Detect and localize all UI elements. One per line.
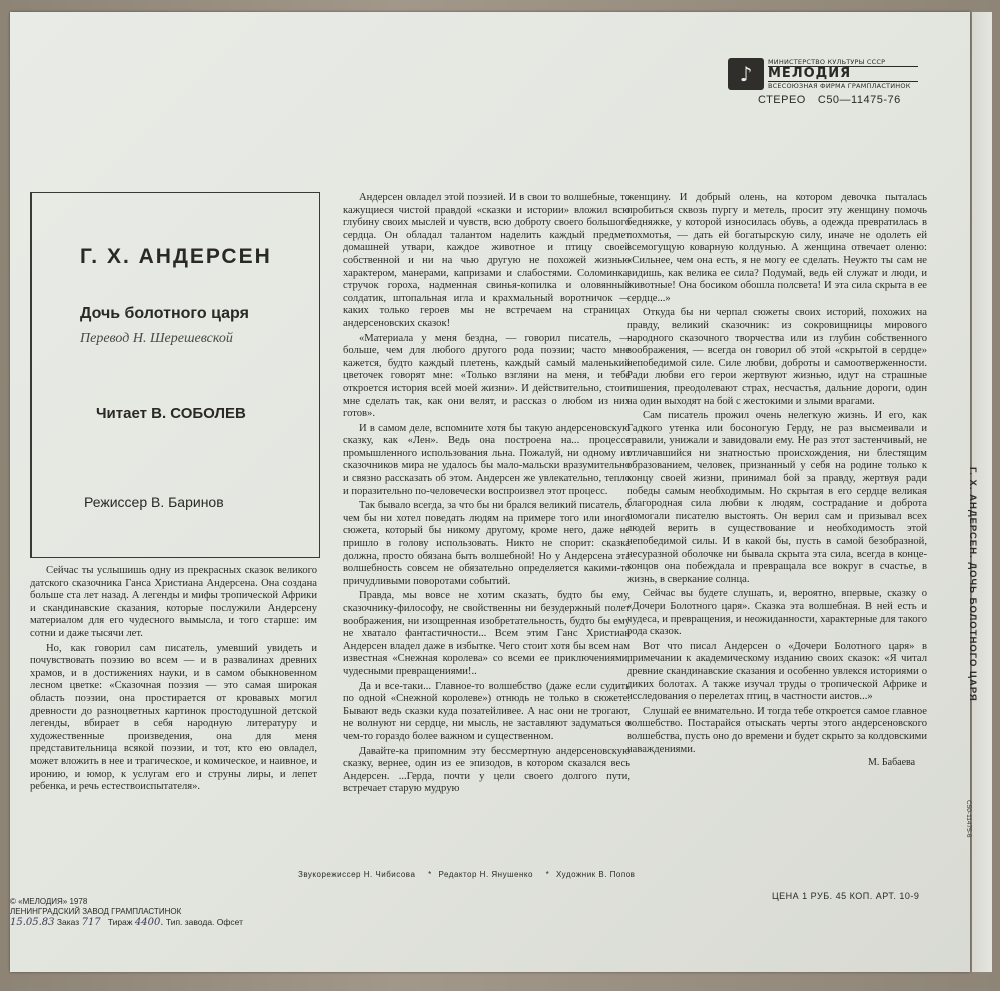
essay-paragraph: Правда, мы вовсе не хотим сказать, будто бы ему, сказочнику-философу, не свойственны ни безудержный полет воображения, ни изощренная изобретательность, будто бы ему не хватало фантастичности... Всем этим Ганс Христиан Андерсен владел даже в избытке. Чего стоит хотя бы всем нам известная «Снежная королева» со всеми ее приключениями, чудесными превращениями!.. [343,590,630,677]
work-title: Дочь болотного царя [80,305,249,322]
spine-catalog: С50-11475-6 [965,800,972,838]
essay-paragraph: «Материала у меня бездна, — говорил писатель, — больше, чем для любого другого рода поэзии; часто мне кажется, будто каждый плетень, каждый самый маленький цветочек говорят мне: «Только взгляни на меня, и тебе откроется история всей моей жизни». И действительно, стоит мне сделать так, как они велят, и рассказ о любом из них готов». [343,332,630,420]
translation-credit: Перевод Н. Шерешевской [80,331,233,346]
essay-paragraph: И в самом деле, вспомните хотя бы такую андерсеновскую сказку, как «Лен». Ведь она построена на... процессе промышленного использования льна. Пожалуй, ни одному из сказочников мира не удалось бы мало-мальски вразумительно и связно рассказать об этом. Андерсен же увлекательно, тепло и поразительно по-человечески воспроизвел этот процесс. [343,422,630,497]
print-type: Тип. завода. Офсет [165,917,243,927]
melodiya-logo [728,58,918,94]
logo-text [768,58,918,90]
credit-separator: * [428,870,432,879]
stereo-label: СТЕРЕО [758,94,806,106]
editor-credit: Редактор Н. Янушенко [438,870,533,879]
spine-title: Г. Х. АНДЕРСЕН. ДОЧЬ БОЛОТНОГО ЦАРЯ [967,467,978,702]
logo-brand: МЕЛОДИЯ [768,66,918,82]
essay-column-2 [343,192,630,798]
artist-credit: Художник В. Попов [556,870,636,879]
title-box [30,192,320,558]
director-credit: Режиссер В. Баринов [84,494,224,510]
copyright-line: © «МЕЛОДИЯ» 1978 [10,897,88,906]
essay-paragraph: Андерсен овладел этой поэзией. И в свои то волшебные, то кажущиеся чистой правдой «сказки и истории» вложил всю глубину своих мыслей и чувств, всю доброту своего большого сердца. Он обладал талантом наделить каждый предмет домашней утвари, каждое животное и птицу своей собственной и ни на чью другую не похожей жизнью характером, манерами, капризами и слабостями. Соломинка, стручок гороха, надменная свинья-копилка и оловянный солдатик, штопальная игла и крахмальный воротничок — каких только героев мы не встречаем на страницах андерсеновских сказок! [343,192,630,329]
essay-column-1 [30,565,317,796]
essay-paragraph: женщину. И добрый олень, на котором девочка пыталась пробиться сквозь пургу и метель, просит эту женщину помочь бедняжке, у которой износилась обувь, а одежда превратилась в лохмотья, — дать ей богатырскую силу, иначе не одолеть ей всемогущую коварную колдунью. А женщина отвечает оленю: «Сильнее, чем она есть, я не могу ее сделать. Неужто ты сам не видишь, как велика ее сила? Подумай, ведь ей служат и люди, и животные! Она босиком обошла полсвета! И эта сила скрыта в ее сердце...» [627,192,927,304]
sound-engineer-credit: Звукорежиссер Н. Чибисова [298,870,416,879]
catalog-line [758,94,913,106]
essay-paragraph: Слушай ее внимательно. И тогда тебе откроется самое главное волшебство. Постарайся отыскать черты этого андерсеновского волшебства, пусть оно до времени и будет скрыто за колдовскими наваждениями. [627,705,927,755]
essay-paragraph: Откуда бы ни черпал сюжеты своих историй, похожих на правду, великий сказочник: из сокровищницы мирового народного сказочного творчества или из глубин собственного воображения, — всегда он говорил об этой «скрытой в сердце» непобедимой силе. Силе любви, доброты и самоотверженности. Ради любви его герои жертвуют жизнью, идут на страшные лишения, преодолевают страх, несчастья, дальние дороги, один на один выходят на бой с жестокими и злыми врагами. [627,307,927,407]
essay-paragraph: Сейчас ты услышишь одну из прекрасных сказок великого датского сказочника Ганса Христиана Андерсена. Она создана больше ста лет назад. А легенды и мифы тропической Африки и скандинавские сказания, которые послужили Андерсену материалом для его чудесного вымысла, и того старше: им сотни и даже тысячи лет. [30,565,317,639]
run-label: Тираж [107,917,133,927]
order-label: Заказ [56,917,80,927]
essay-paragraph: Так бывало всегда, за что бы ни брался великий писатель, о чем бы ни хотел поведать людям на примере того или иного сюжета, который бы никому другому, кроме него, даже не пришло в голову использовать. Никто не спорит: сказка должна, просто обязана быть волшебной! Но у Андерсена эта волшебность совсем не обязательно определяется какими-то причудливыми поворотами событий. [343,500,630,587]
essay-paragraph: Да и все-таки... Главное-то волшебство (даже если судить по одной «Снежной королеве») отнюдь не только в сюжете. Бывают ведь сказки куда позатейливее. А нас они не трогают, не волнуют ни сердце, ни мысль, не заставляют задуматься о чем-то гораздо более важном и существенном. [343,680,630,742]
logo-ministry: МИНИСТЕРСТВО КУЛЬТУРЫ СССР [768,58,886,66]
record-sleeve-back [10,12,978,972]
catalog-number: С50—11475-76 [817,94,901,106]
melodiya-emblem-icon: ♪ [728,58,764,90]
essay-signature: М. Бабаева [868,757,916,768]
order-number: 717 [81,917,101,928]
run-number: 4400. [134,917,164,928]
publisher-info [10,897,181,917]
credit-separator: * [545,870,550,879]
reader-credit: Читает В. СОБОЛЕВ [96,405,246,422]
plant-line: ЛЕНИНГРАДСКИЙ ЗАВОД ГРАМПЛАСТИНОК [10,907,182,916]
essay-paragraph: Сам писатель прожил очень нелегкую жизнь. И его, как Гадкого утенка или босоногую Герду, не раз высмеивали и травили, унижали и завидовали ему. Не раз этот застенчивый, не отличавшийся ни знатностью происхождения, ни блестящим образованием, человек, признанный у себя на родине только к концу своей жизни, принимал бой за правду, жертвуя ради победы самым необходимым. Но скрытая в его сердце великая благородная сила любви к людям, сострадание и доброта помогали писателю выстоять. Он верил сам и призывал всех людей верить в существование и необходимость этой непобедимой силы. И в какой бы, пусть в самой безобразной, несуразной оболочке ни бывала скрыта эта сила, всегда в конце-концов она побеждала и превращала все вокруг в счастье, в жизнь, в сверкание солнца. [627,410,927,585]
essay-paragraph: Сейчас вы будете слушать, и, вероятно, впервые, сказку о «Дочери Болотного царя». Сказка эта волшебная. В ней есть и чудеса, и превращения, и неожиданности, характерные для такого рода сказок. [627,588,927,638]
essay-paragraph: Но, как говорил сам писатель, умевший увидеть и почувствовать поэзию во всем — и в развалинах древних храмов, и в достижениях науки, и в самом обыкновенном лесном цветке: «Сказочная поэзия — это самая широкая область поэзии, она простирается от кровавых могил древности до разноцветных картинок простодушной детской легенды, вбирает в себя народную литературу и художественные произведения, она для меня представительница всякой поэзии, и тот, кто ею овладел, может вложить в нее и трагическое, и комическое, и наивное, и иронию, и юмор, к услугам его и струны лиры, и лепет ребенка, и речь естествоиспытателя». [30,642,317,793]
logo-firm: ВСЕСОЮЗНАЯ ФИРМА ГРАМПЛАСТИНОК [768,82,911,90]
print-date: 15.05.83 [10,917,55,928]
price-line: ЦЕНА 1 РУБ. 45 КОП. АРТ. 10-9 [772,891,920,901]
print-info [10,917,243,928]
essay-column-3 [627,192,927,758]
production-credits [298,870,639,879]
author-name: Г. Х. АНДЕРСЕН [80,245,272,268]
essay-paragraph: Давайте-ка припомним эту бессмертную андерсеновскую сказку, вернее, один из ее эпизодов, в котором сказался весь Андерсен. ...Герда, почти у цели своего долгого пути, встречает старую мудрую [343,745,630,795]
essay-paragraph: Вот что писал Андерсен о «Дочери Болотного царя» в примечании к академическому изданию своих сказок: «Я читал древние скандинавские сказания и особенно увлекся историями о диких болотах. А также изучал труды о тропической Африке и исследования о перелетах птиц, в частности аистов...» [627,640,927,703]
